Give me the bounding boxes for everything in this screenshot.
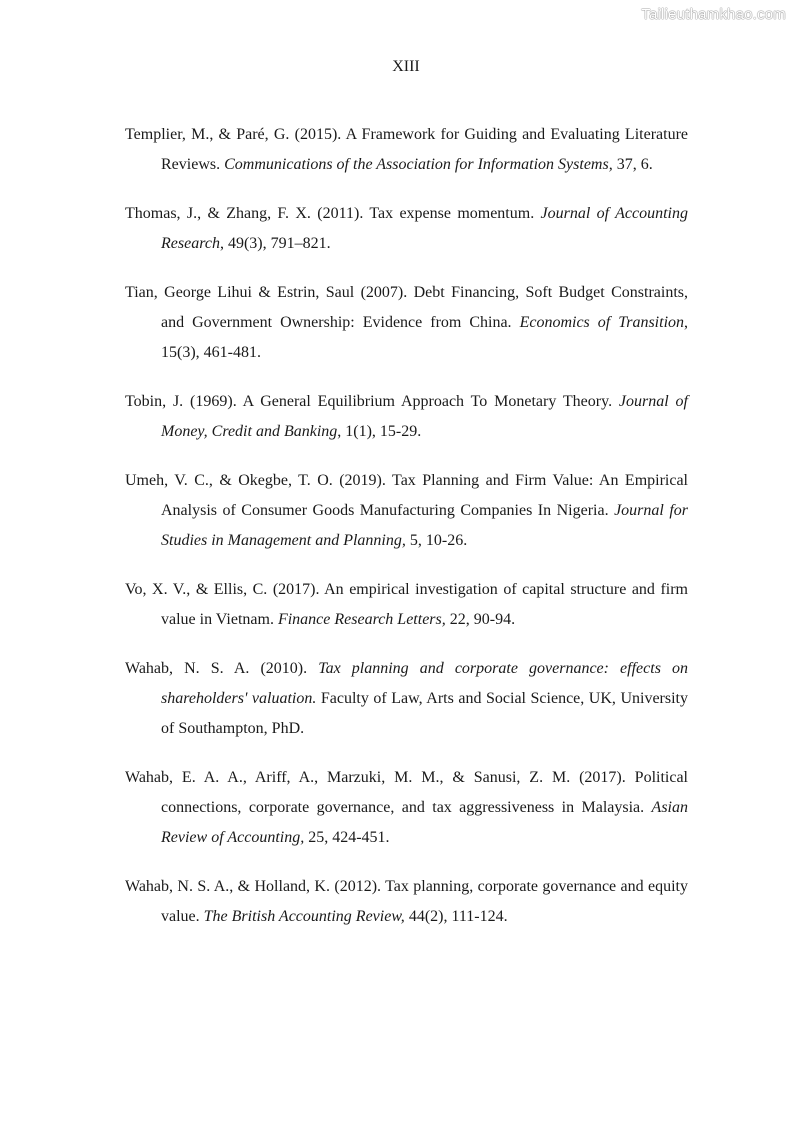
- reference-item: [125, 120, 688, 180]
- reference-text: Wahab, E. A. A., Ariff, A., Marzuki, M. M., & Sanusi, Z. M. (2017). Political connections, corporate governance, and tax aggressiveness in Malaysia.: [125, 769, 688, 816]
- reference-details: Faculty of Law, Arts and Social Science, UK, University of Southampton, PhD.: [161, 690, 688, 737]
- reference-list: [125, 120, 688, 951]
- reference-item: [125, 872, 688, 932]
- reference-text: Thomas, J., & Zhang, F. X. (2011). Tax expense momentum.: [125, 205, 541, 222]
- reference-text: Umeh, V. C., & Okegbe, T. O. (2019). Tax Planning and Firm Value: An Empirical Analysis of Consumer Goods Manufacturing Companies In Nigeria.: [125, 472, 688, 519]
- reference-details: 5, 10-26.: [405, 532, 468, 549]
- reference-item: [125, 575, 688, 635]
- reference-details: , 1(1), 15-29.: [337, 423, 422, 440]
- reference-details: 22, 90-94.: [445, 611, 516, 628]
- reference-source: Journal for Studies in Management and Planning,: [161, 502, 688, 549]
- reference-details: 37, 6.: [612, 156, 653, 173]
- page-number: XIII: [392, 58, 420, 75]
- reference-details: , 15(3), 461-481.: [161, 314, 689, 361]
- reference-source: Economics of Transition: [519, 314, 685, 331]
- reference-text: Templier, M., & Paré, G. (2015). A Framework for Guiding and Evaluating Literature Reviews.: [125, 126, 688, 173]
- reference-item: [125, 387, 688, 447]
- reference-text: Wahab, N. S. A. (2010).: [125, 660, 319, 677]
- reference-text: Vo, X. V., & Ellis, C. (2017). An empirical investigation of capital structure and firm value in Vietnam.: [125, 581, 688, 628]
- reference-source: The British Accounting Review,: [203, 908, 405, 925]
- reference-item: [125, 763, 688, 853]
- reference-source: Journal of Money, Credit and Banking: [161, 393, 688, 440]
- reference-details: 44(2), 111-124.: [404, 908, 508, 925]
- reference-source: Journal of Accounting Research: [161, 205, 688, 252]
- reference-source: Asian Review of Accounting,: [161, 799, 688, 846]
- reference-source: Communications of the Association for Information Systems,: [224, 156, 613, 173]
- reference-source: Tax planning and corporate governance: effects on shareholders' valuation.: [161, 660, 688, 707]
- reference-text: Tobin, J. (1969). A General Equilibrium Approach To Monetary Theory.: [125, 393, 619, 410]
- reference-item: [125, 278, 688, 368]
- reference-details: 25, 424-451.: [304, 829, 390, 846]
- reference-details: , 49(3), 791–821.: [219, 235, 331, 252]
- reference-item: [125, 466, 688, 556]
- reference-text: Wahab, N. S. A., & Holland, K. (2012). Tax planning, corporate governance and equity value.: [125, 878, 688, 925]
- reference-text: Tian, George Lihui & Estrin, Saul (2007). Debt Financing, Soft Budget Constraints, and Government Ownership: Evidence from China.: [125, 284, 688, 331]
- watermark: Tailieuthamkhao.com: [641, 6, 786, 23]
- reference-item: [125, 654, 688, 744]
- reference-source: Finance Research Letters,: [277, 611, 446, 628]
- reference-item: [125, 199, 688, 259]
